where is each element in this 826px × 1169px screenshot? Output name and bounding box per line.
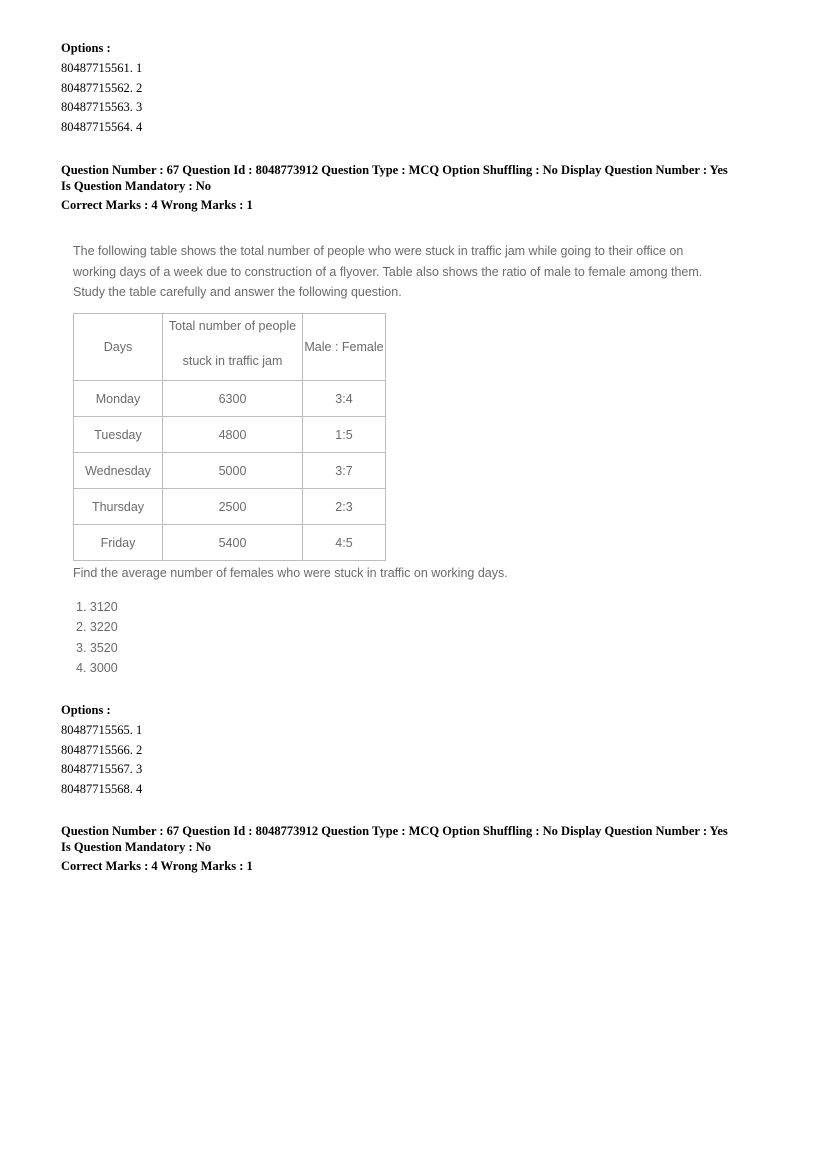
cell-total: 4800 — [163, 417, 303, 453]
cell-ratio: 3:4 — [303, 381, 386, 417]
header-total-line: Total number of people — [168, 318, 297, 333]
question-meta — [61, 823, 781, 874]
answer-item: 1. 3120 — [76, 600, 118, 614]
option-item: 80487715567. 3 — [61, 762, 143, 776]
table-row — [74, 381, 386, 417]
question-text: Find the average number of females who were stuck in traffic on working days. — [73, 566, 508, 580]
option-item: 80487715564. 4 — [61, 119, 143, 134]
header-ratio: Male : Female — [303, 314, 386, 381]
question-marks: Correct Marks : 4 Wrong Marks : 1 — [61, 198, 253, 212]
cell-ratio: 4:5 — [303, 525, 386, 561]
table-row — [74, 489, 386, 525]
header-total — [163, 314, 303, 381]
passage-line: The following table shows the total number of people who were stuck in traffic jam while going to their office on — [73, 244, 684, 258]
question-mandatory: Is Question Mandatory : No — [61, 840, 212, 854]
question-marks: Correct Marks : 4 Wrong Marks : 1 — [61, 859, 253, 873]
cell-ratio: 1:5 — [303, 417, 386, 453]
question-meta — [61, 162, 781, 213]
cell-day: Tuesday — [74, 417, 163, 453]
question-passage — [73, 241, 773, 303]
option-item: 80487715561. 1 — [61, 61, 143, 75]
table-row — [74, 417, 386, 453]
header-total-line: stuck in traffic jam — [182, 353, 283, 368]
traffic-table — [73, 313, 386, 561]
question-meta-line: Question Number : 67 Question Id : 8048773912 Question Type : MCQ Option Shuffling : No Display Question Number : Yes — [61, 163, 728, 177]
passage-line: working days of a week due to construction of a flyover. Table also shows the ratio of male to female among them. — [73, 264, 703, 279]
option-item: 80487715565. 1 — [61, 723, 143, 737]
question-meta-line: Question Number : 67 Question Id : 8048773912 Question Type : MCQ Option Shuffling : No Display Question Number : Yes — [61, 824, 728, 838]
header-days: Days — [74, 314, 163, 381]
option-item: 80487715566. 2 — [61, 742, 143, 757]
cell-ratio: 3:7 — [303, 453, 386, 489]
cell-total: 5400 — [163, 525, 303, 561]
cell-total: 6300 — [163, 381, 303, 417]
options-block — [61, 40, 781, 137]
options-block — [61, 702, 781, 799]
cell-total: 2500 — [163, 489, 303, 525]
question-mandatory: Is Question Mandatory : No — [61, 179, 212, 193]
answer-item: 3. 3520 — [76, 640, 118, 655]
cell-ratio: 2:3 — [303, 489, 386, 525]
option-item: 80487715568. 4 — [61, 781, 143, 796]
option-item: 80487715563. 3 — [61, 100, 143, 114]
cell-day: Monday — [74, 381, 163, 417]
table-header-row — [74, 314, 386, 381]
answer-list — [76, 597, 118, 678]
option-item: 80487715562. 2 — [61, 80, 143, 95]
passage-line: Study the table carefully and answer the following question. — [73, 285, 402, 299]
cell-day: Wednesday — [74, 453, 163, 489]
options-heading: Options : — [61, 703, 111, 717]
cell-day: Thursday — [74, 489, 163, 525]
cell-total: 5000 — [163, 453, 303, 489]
options-heading: Options : — [61, 41, 111, 55]
table-row — [74, 525, 386, 561]
cell-day: Friday — [74, 525, 163, 561]
table-row — [74, 453, 386, 489]
answer-item: 2. 3220 — [76, 620, 118, 635]
answer-item: 4. 3000 — [76, 660, 118, 675]
